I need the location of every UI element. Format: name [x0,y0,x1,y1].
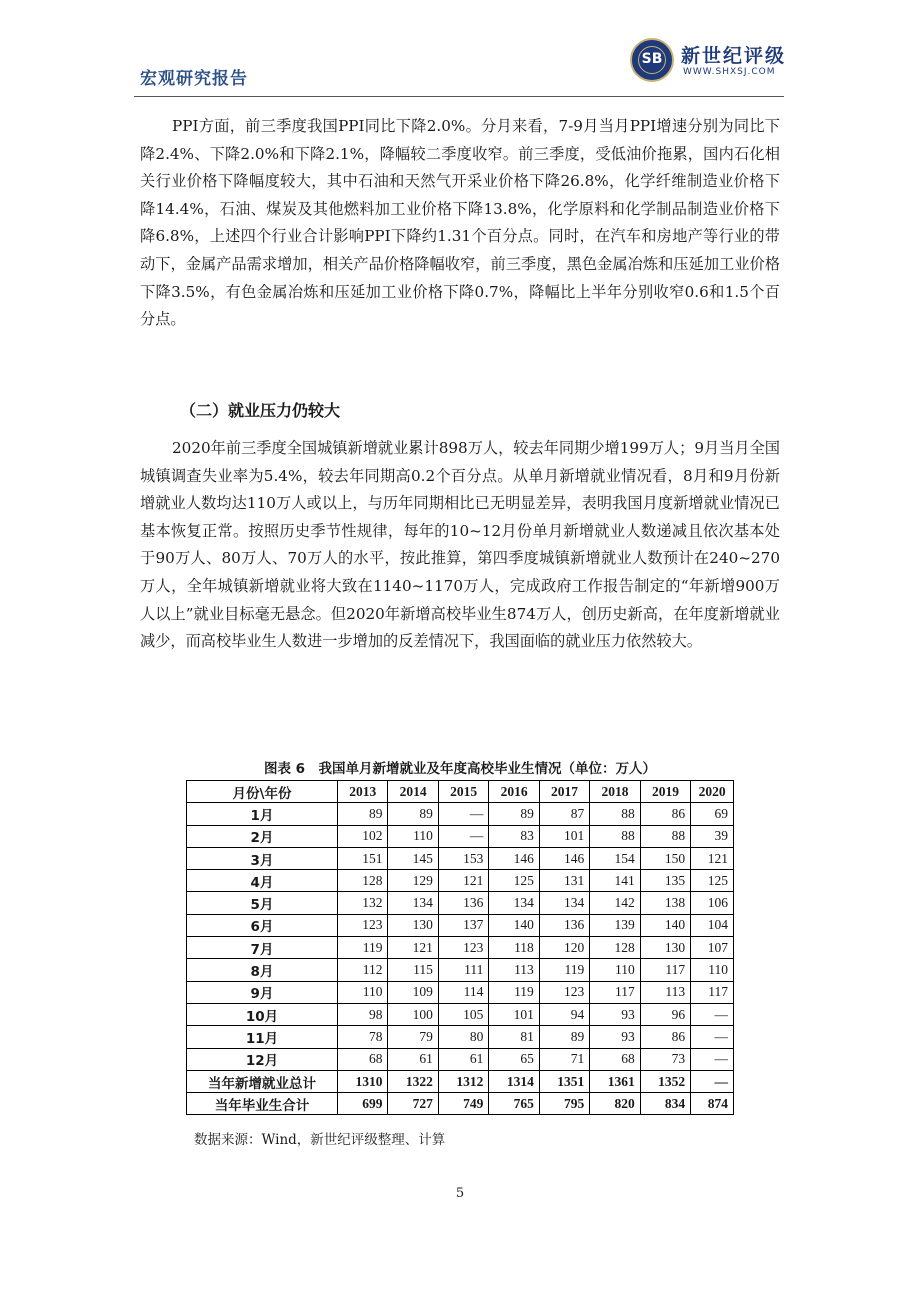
value-cell: 130 [640,937,690,959]
table-row [187,1070,734,1092]
header-divider [134,96,784,97]
header-cell: 2018 [590,781,640,803]
value-cell: 727 [388,1093,438,1115]
row-label-cell: 4月 [187,870,338,892]
value-cell: 125 [489,870,539,892]
value-cell: 118 [489,937,539,959]
value-cell: 1361 [590,1070,640,1092]
value-cell: 87 [539,803,589,825]
value-cell: 123 [438,937,488,959]
value-cell: 78 [338,1026,388,1048]
value-cell: 138 [640,892,690,914]
value-cell: 141 [590,870,640,892]
value-cell: 121 [691,847,734,869]
row-label-cell: 11月 [187,1026,338,1048]
value-cell: 61 [438,1048,488,1070]
value-cell: — [691,1070,734,1092]
value-cell: 89 [539,1026,589,1048]
value-cell: 93 [590,1003,640,1025]
value-cell: 119 [338,937,388,959]
value-cell: 102 [338,825,388,847]
value-cell: 117 [691,981,734,1003]
value-cell: 139 [590,914,640,936]
value-cell: 104 [691,914,734,936]
value-cell: 132 [338,892,388,914]
value-cell: 111 [438,959,488,981]
value-cell: — [691,1048,734,1070]
value-cell: 874 [691,1093,734,1115]
value-cell: 110 [338,981,388,1003]
table-header-row [187,781,734,803]
header-cell: 2014 [388,781,438,803]
employment-table [186,780,734,1115]
value-cell: 101 [489,1003,539,1025]
value-cell: 123 [338,914,388,936]
value-cell: 1312 [438,1070,488,1092]
value-cell: 134 [539,892,589,914]
ppi-paragraph: PPI方面，前三季度我国PPI同比下降2.0%。分月来看，7-9月当月PPI增速分别为同比下降2.4%、下降2.0%和下降2.1%，降幅较二季度收窄。前三季度，受低油价拖累，国内石化相关行业价格下降幅度较大，其中石油和天然气开采业价格下降26.8%，化学纤维制造业价格下降14.4%，石油、煤炭及其他燃料加工业价格下降13.8%，化学原料和化学制品制造业价格下降6.8%，上述四个行业合计影响PPI下降约1.31个百分点。同时，在汽车和房地产等行业的带动下，金属产品需求增加，相关产品价格降幅收窄，前三季度，黑色金属冶炼和压延加工业价格下降3.5%，有色金属冶炼和压延加工业价格下降0.7%，降幅比上半年分别收窄0.6和1.5个百分点。 [140,117,780,329]
value-cell: 86 [640,803,690,825]
value-cell: 100 [388,1003,438,1025]
value-cell: 101 [539,825,589,847]
value-cell: 131 [539,870,589,892]
value-cell: 96 [640,1003,690,1025]
row-label-cell: 12月 [187,1048,338,1070]
value-cell: 39 [691,825,734,847]
value-cell: 83 [489,825,539,847]
row-label-cell: 6月 [187,914,338,936]
value-cell: 107 [691,937,734,959]
row-label-cell: 7月 [187,937,338,959]
row-label-cell: 1月 [187,803,338,825]
value-cell: 834 [640,1093,690,1115]
value-cell: 71 [539,1048,589,1070]
value-cell: 128 [338,870,388,892]
value-cell: 153 [438,847,488,869]
value-cell: 699 [338,1093,388,1115]
value-cell: 110 [388,825,438,847]
value-cell: 123 [539,981,589,1003]
value-cell: 134 [489,892,539,914]
value-cell: 113 [489,959,539,981]
row-label-cell: 2月 [187,825,338,847]
table-row [187,870,734,892]
value-cell: 105 [438,1003,488,1025]
data-source-note: 数据来源：Wind，新世纪评级整理、计算 [194,1132,446,1148]
row-label-cell: 当年毕业生合计 [187,1093,338,1115]
header-cell: 2019 [640,781,690,803]
value-cell: 134 [388,892,438,914]
value-cell: 121 [438,870,488,892]
section-heading: （二）就业压力仍较大 [180,401,341,420]
row-label-cell: 9月 [187,981,338,1003]
row-label-cell: 10月 [187,1003,338,1025]
header-cell: 2013 [338,781,388,803]
value-cell: 125 [691,870,734,892]
table-row [187,847,734,869]
value-cell: 136 [539,914,589,936]
value-cell: — [438,803,488,825]
value-cell: 128 [590,937,640,959]
value-cell: 135 [640,870,690,892]
value-cell: 115 [388,959,438,981]
value-cell: 117 [590,981,640,1003]
value-cell: 145 [388,847,438,869]
value-cell: 93 [590,1026,640,1048]
value-cell: 1314 [489,1070,539,1092]
value-cell: — [438,825,488,847]
header-cell: 2017 [539,781,589,803]
value-cell: 94 [539,1003,589,1025]
table-row [187,914,734,936]
value-cell: 61 [388,1048,438,1070]
value-cell: 110 [691,959,734,981]
value-cell: 121 [388,937,438,959]
row-label-cell: 当年新增就业总计 [187,1070,338,1092]
table-row [187,825,734,847]
value-cell: 88 [590,825,640,847]
value-cell: 79 [388,1026,438,1048]
value-cell: 142 [590,892,640,914]
value-cell: 1310 [338,1070,388,1092]
value-cell: 81 [489,1026,539,1048]
company-logo [630,37,790,85]
value-cell: 749 [438,1093,488,1115]
value-cell: 80 [438,1026,488,1048]
logo-mark: SB [641,51,663,67]
header-cell: 2015 [438,781,488,803]
header-cell: 2016 [489,781,539,803]
value-cell: 1322 [388,1070,438,1092]
value-cell: 120 [539,937,589,959]
value-cell: 140 [640,914,690,936]
value-cell: 130 [388,914,438,936]
page-number: 5 [455,1186,465,1201]
value-cell: 117 [640,959,690,981]
value-cell: 68 [590,1048,640,1070]
value-cell: 69 [691,803,734,825]
row-label-cell: 8月 [187,959,338,981]
logo-url: WWW.SHXSJ.COM [683,67,776,77]
value-cell: 73 [640,1048,690,1070]
value-cell: 65 [489,1048,539,1070]
value-cell: 68 [338,1048,388,1070]
value-cell: 150 [640,847,690,869]
value-cell: — [691,1003,734,1025]
value-cell: 151 [338,847,388,869]
value-cell: 137 [438,914,488,936]
value-cell: 154 [590,847,640,869]
value-cell: 106 [691,892,734,914]
value-cell: 136 [438,892,488,914]
value-cell: 86 [640,1026,690,1048]
value-cell: 112 [338,959,388,981]
row-label-cell: 5月 [187,892,338,914]
value-cell: 765 [489,1093,539,1115]
value-cell: 129 [388,870,438,892]
table-row [187,981,734,1003]
value-cell: 114 [438,981,488,1003]
logo-emblem-icon [630,38,674,82]
header-cell: 2020 [691,781,734,803]
value-cell: — [691,1026,734,1048]
table-caption: 图表 6 我国单月新增就业及年度高校毕业生情况（单位：万人） [263,761,657,777]
value-cell: 140 [489,914,539,936]
value-cell: 109 [388,981,438,1003]
value-cell: 1351 [539,1070,589,1092]
logo-name: 新世纪评级 [681,45,787,67]
value-cell: 146 [539,847,589,869]
table-row [187,1093,734,1115]
value-cell: 88 [590,803,640,825]
value-cell: 119 [539,959,589,981]
table-row [187,1003,734,1025]
value-cell: 146 [489,847,539,869]
value-cell: 89 [388,803,438,825]
table-row [187,803,734,825]
row-label-cell: 3月 [187,847,338,869]
header-cell: 月份\年份 [187,781,338,803]
value-cell: 89 [489,803,539,825]
value-cell: 113 [640,981,690,1003]
table-row [187,1048,734,1070]
report-type-title: 宏观研究报告 [140,69,248,89]
value-cell: 119 [489,981,539,1003]
employment-paragraph: 2020年前三季度全国城镇新增就业累计898万人，较去年同期少增199万人；9月当月全国城镇调查失业率为5.4%，较去年同期高0.2个百分点。从单月新增就业情况看，8月和9月份新增就业人数均达110万人或以上，与历年同期相比已无明显差异，表明我国月度新增就业情况已基本恢复正常。按照历史季节性规律，每年的10~12月份单月新增就业人数递减且依次基本处于90万人、80万人、70万人的水平，按此推算，第四季度城镇新增就业人数预计在240~270万人，全年城镇新增就业将大致在1140~1170万人，完成政府工作报告制定的“年新增900万人以上”就业目标毫无悬念。但2020年新增高校毕业生874万人，创历史新高，在年度新增就业减少，而高校毕业生人数进一步增加的反差情况下，我国面临的就业压力依然较大。 [140,439,780,651]
value-cell: 89 [338,803,388,825]
value-cell: 820 [590,1093,640,1115]
value-cell: 88 [640,825,690,847]
value-cell: 110 [590,959,640,981]
value-cell: 795 [539,1093,589,1115]
value-cell: 1352 [640,1070,690,1092]
table-row [187,937,734,959]
table-row [187,959,734,981]
table-row [187,1026,734,1048]
value-cell: 98 [338,1003,388,1025]
table-row [187,892,734,914]
